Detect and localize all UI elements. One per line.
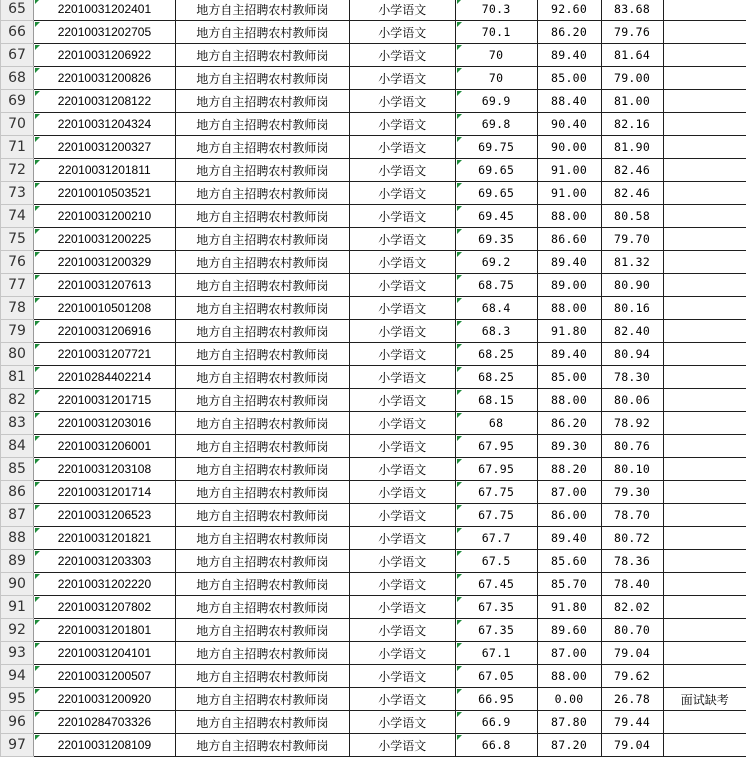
subject-cell[interactable]: 小学语文 <box>349 90 455 113</box>
written-score-cell[interactable]: 68 <box>455 412 537 435</box>
remark-cell[interactable] <box>663 228 746 251</box>
table-row <box>1 205 746 228</box>
remark-cell[interactable]: 面试缺考 <box>663 688 746 711</box>
exam-id-cell[interactable]: 22010031206916 <box>33 320 175 343</box>
table-row <box>1 159 746 182</box>
total-score-cell[interactable]: 81.90 <box>601 136 663 159</box>
table-row <box>1 113 746 136</box>
subject-cell[interactable]: 小学语文 <box>349 320 455 343</box>
table-row <box>1 228 746 251</box>
total-score-cell[interactable]: 26.78 <box>601 688 663 711</box>
remark-cell[interactable] <box>663 44 746 67</box>
table-row <box>1 21 746 44</box>
row-header[interactable]: 91 <box>1 596 34 619</box>
remark-cell[interactable] <box>663 504 746 527</box>
remark-cell[interactable] <box>663 527 746 550</box>
table-row <box>1 527 746 550</box>
written-score-cell[interactable]: 67.1 <box>455 642 537 665</box>
interview-score-cell[interactable]: 89.30 <box>537 435 601 458</box>
total-score-cell[interactable]: 80.10 <box>601 458 663 481</box>
position-cell[interactable]: 地方自主招聘农村教师岗 <box>175 619 349 642</box>
subject-cell[interactable]: 小学语文 <box>349 504 455 527</box>
total-score-cell[interactable]: 79.00 <box>601 67 663 90</box>
interview-score-cell[interactable]: 91.80 <box>537 596 601 619</box>
remark-cell[interactable] <box>663 113 746 136</box>
table-row <box>1 320 746 343</box>
position-cell[interactable]: 地方自主招聘农村教师岗 <box>175 665 349 688</box>
exam-id-cell[interactable]: 22010031206922 <box>33 44 175 67</box>
remark-cell[interactable] <box>663 619 746 642</box>
position-cell[interactable]: 地方自主招聘农村教师岗 <box>175 711 349 734</box>
position-cell[interactable]: 地方自主招聘农村教师岗 <box>175 435 349 458</box>
written-score-cell[interactable]: 68.25 <box>455 366 537 389</box>
remark-cell[interactable] <box>663 481 746 504</box>
subject-cell[interactable]: 小学语文 <box>349 435 455 458</box>
total-score-cell[interactable]: 80.94 <box>601 343 663 366</box>
total-score-cell[interactable]: 79.44 <box>601 711 663 734</box>
remark-cell[interactable] <box>663 0 746 21</box>
table-row <box>1 734 746 757</box>
subject-cell[interactable]: 小学语文 <box>349 389 455 412</box>
interview-score-cell[interactable]: 89.00 <box>537 274 601 297</box>
table-row <box>1 573 746 596</box>
written-score-cell[interactable]: 68.3 <box>455 320 537 343</box>
interview-score-cell[interactable]: 88.00 <box>537 205 601 228</box>
exam-id-cell[interactable]: 22010031204324 <box>33 113 175 136</box>
written-score-cell[interactable]: 69.2 <box>455 251 537 274</box>
remark-cell[interactable] <box>663 205 746 228</box>
row-header[interactable]: 97 <box>1 734 34 757</box>
position-cell[interactable]: 地方自主招聘农村教师岗 <box>175 67 349 90</box>
written-score-cell[interactable]: 67.75 <box>455 504 537 527</box>
exam-id-cell[interactable]: 22010031200507 <box>33 665 175 688</box>
row-header[interactable]: 85 <box>1 458 34 481</box>
subject-cell[interactable]: 小学语文 <box>349 596 455 619</box>
table-body <box>1 0 746 757</box>
position-cell[interactable]: 地方自主招聘农村教师岗 <box>175 343 349 366</box>
interview-score-cell[interactable]: 85.00 <box>537 67 601 90</box>
table-row <box>1 688 746 711</box>
subject-cell[interactable]: 小学语文 <box>349 297 455 320</box>
total-score-cell[interactable]: 83.68 <box>601 0 663 21</box>
subject-cell[interactable]: 小学语文 <box>349 21 455 44</box>
exam-id-cell[interactable]: 22010031201714 <box>33 481 175 504</box>
table-row <box>1 90 746 113</box>
written-score-cell[interactable]: 68.75 <box>455 274 537 297</box>
written-score-cell[interactable]: 67.75 <box>455 481 537 504</box>
written-score-cell[interactable]: 68.4 <box>455 297 537 320</box>
subject-cell[interactable]: 小学语文 <box>349 573 455 596</box>
table-row <box>1 504 746 527</box>
subject-cell[interactable]: 小学语文 <box>349 550 455 573</box>
position-cell[interactable]: 地方自主招聘农村教师岗 <box>175 573 349 596</box>
remark-cell[interactable] <box>663 136 746 159</box>
total-score-cell[interactable]: 80.06 <box>601 389 663 412</box>
written-score-cell[interactable]: 69.65 <box>455 182 537 205</box>
exam-id-cell[interactable]: 22010031208109 <box>33 734 175 757</box>
total-score-cell[interactable]: 80.76 <box>601 435 663 458</box>
interview-score-cell[interactable]: 91.00 <box>537 182 601 205</box>
exam-id-cell[interactable]: 22010031201801 <box>33 619 175 642</box>
written-score-cell[interactable]: 69.65 <box>455 159 537 182</box>
exam-id-cell[interactable]: 22010031207613 <box>33 274 175 297</box>
subject-cell[interactable]: 小学语文 <box>349 228 455 251</box>
subject-cell[interactable]: 小学语文 <box>349 366 455 389</box>
table-row <box>1 642 746 665</box>
subject-cell[interactable]: 小学语文 <box>349 159 455 182</box>
table-row <box>1 389 746 412</box>
interview-score-cell[interactable]: 86.20 <box>537 21 601 44</box>
total-score-cell[interactable]: 82.02 <box>601 596 663 619</box>
written-score-cell[interactable]: 69.75 <box>455 136 537 159</box>
exam-id-cell[interactable]: 22010010501208 <box>33 297 175 320</box>
position-cell[interactable]: 地方自主招聘农村教师岗 <box>175 412 349 435</box>
interview-score-cell[interactable]: 91.80 <box>537 320 601 343</box>
written-score-cell[interactable]: 67.95 <box>455 458 537 481</box>
position-cell[interactable]: 地方自主招聘农村教师岗 <box>175 481 349 504</box>
interview-score-cell[interactable]: 86.20 <box>537 412 601 435</box>
written-score-cell[interactable]: 66.95 <box>455 688 537 711</box>
position-cell[interactable]: 地方自主招聘农村教师岗 <box>175 504 349 527</box>
subject-cell[interactable]: 小学语文 <box>349 44 455 67</box>
total-score-cell[interactable]: 80.90 <box>601 274 663 297</box>
written-score-cell[interactable]: 70.1 <box>455 21 537 44</box>
subject-cell[interactable]: 小学语文 <box>349 458 455 481</box>
row-header[interactable]: 69 <box>1 90 34 113</box>
table-row <box>1 297 746 320</box>
interview-score-cell[interactable]: 87.80 <box>537 711 601 734</box>
subject-cell[interactable]: 小学语文 <box>349 481 455 504</box>
remark-cell[interactable] <box>663 458 746 481</box>
row-header[interactable]: 86 <box>1 481 34 504</box>
total-score-cell[interactable]: 79.04 <box>601 642 663 665</box>
remark-cell[interactable] <box>663 67 746 90</box>
interview-score-cell[interactable]: 90.00 <box>537 136 601 159</box>
table-row <box>1 182 746 205</box>
written-score-cell[interactable]: 67.5 <box>455 550 537 573</box>
table-row <box>1 274 746 297</box>
row-header[interactable]: 77 <box>1 274 34 297</box>
written-score-cell[interactable]: 70 <box>455 67 537 90</box>
row-header[interactable]: 83 <box>1 412 34 435</box>
subject-cell[interactable]: 小学语文 <box>349 527 455 550</box>
position-cell[interactable]: 地方自主招聘农村教师岗 <box>175 0 349 21</box>
interview-score-cell[interactable]: 85.00 <box>537 366 601 389</box>
row-header[interactable]: 87 <box>1 504 34 527</box>
remark-cell[interactable] <box>663 412 746 435</box>
written-score-cell[interactable]: 69.8 <box>455 113 537 136</box>
table-row <box>1 412 746 435</box>
subject-cell[interactable]: 小学语文 <box>349 734 455 757</box>
total-score-cell[interactable]: 78.30 <box>601 366 663 389</box>
table-row <box>1 711 746 734</box>
position-cell[interactable]: 地方自主招聘农村教师岗 <box>175 274 349 297</box>
table-row <box>1 458 746 481</box>
subject-cell[interactable]: 小学语文 <box>349 67 455 90</box>
table-row <box>1 44 746 67</box>
position-cell[interactable]: 地方自主招聘农村教师岗 <box>175 688 349 711</box>
table-row <box>1 67 746 90</box>
exam-id-cell[interactable]: 22010031201811 <box>33 159 175 182</box>
exam-id-cell[interactable]: 22010284402214 <box>33 366 175 389</box>
subject-cell[interactable]: 小学语文 <box>349 412 455 435</box>
subject-cell[interactable]: 小学语文 <box>349 136 455 159</box>
row-header[interactable]: 90 <box>1 573 34 596</box>
subject-cell[interactable]: 小学语文 <box>349 642 455 665</box>
subject-cell[interactable]: 小学语文 <box>349 688 455 711</box>
position-cell[interactable]: 地方自主招聘农村教师岗 <box>175 44 349 67</box>
interview-score-cell[interactable]: 88.00 <box>537 665 601 688</box>
subject-cell[interactable]: 小学语文 <box>349 274 455 297</box>
remark-cell[interactable] <box>663 274 746 297</box>
interview-score-cell[interactable]: 89.40 <box>537 343 601 366</box>
total-score-cell[interactable]: 80.58 <box>601 205 663 228</box>
exam-id-cell[interactable]: 22010031203108 <box>33 458 175 481</box>
remark-cell[interactable] <box>663 734 746 757</box>
interview-score-cell[interactable]: 87.00 <box>537 642 601 665</box>
position-cell[interactable]: 地方自主招聘农村教师岗 <box>175 113 349 136</box>
written-score-cell[interactable]: 70 <box>455 44 537 67</box>
interview-score-cell[interactable]: 88.20 <box>537 458 601 481</box>
remark-cell[interactable] <box>663 642 746 665</box>
written-score-cell[interactable]: 70.3 <box>455 0 537 21</box>
subject-cell[interactable]: 小学语文 <box>349 0 455 21</box>
written-score-cell[interactable]: 67.95 <box>455 435 537 458</box>
written-score-cell[interactable]: 69.35 <box>455 228 537 251</box>
total-score-cell[interactable]: 78.70 <box>601 504 663 527</box>
interview-score-cell[interactable]: 86.60 <box>537 228 601 251</box>
row-header[interactable]: 75 <box>1 228 34 251</box>
written-score-cell[interactable]: 68.15 <box>455 389 537 412</box>
subject-cell[interactable]: 小学语文 <box>349 205 455 228</box>
position-cell[interactable]: 地方自主招聘农村教师岗 <box>175 389 349 412</box>
remark-cell[interactable] <box>663 665 746 688</box>
exam-id-cell[interactable]: 22010031207721 <box>33 343 175 366</box>
subject-cell[interactable]: 小学语文 <box>349 113 455 136</box>
subject-cell[interactable]: 小学语文 <box>349 619 455 642</box>
total-score-cell[interactable]: 79.76 <box>601 21 663 44</box>
exam-id-cell[interactable]: 22010031206523 <box>33 504 175 527</box>
row-header[interactable]: 65 <box>1 0 34 21</box>
row-header[interactable]: 81 <box>1 366 34 389</box>
exam-id-cell[interactable]: 22010031202705 <box>33 21 175 44</box>
exam-id-cell[interactable]: 22010031200329 <box>33 251 175 274</box>
interview-score-cell[interactable]: 91.00 <box>537 159 601 182</box>
row-header[interactable]: 79 <box>1 320 34 343</box>
interview-score-cell[interactable]: 88.00 <box>537 389 601 412</box>
total-score-cell[interactable]: 79.62 <box>601 665 663 688</box>
exam-id-cell[interactable]: 22010031203016 <box>33 412 175 435</box>
position-cell[interactable]: 地方自主招聘农村教师岗 <box>175 182 349 205</box>
row-header[interactable]: 80 <box>1 343 34 366</box>
table-row <box>1 481 746 504</box>
remark-cell[interactable] <box>663 550 746 573</box>
total-score-cell[interactable]: 80.72 <box>601 527 663 550</box>
exam-id-cell[interactable]: 22010031206001 <box>33 435 175 458</box>
written-score-cell[interactable]: 67.45 <box>455 573 537 596</box>
exam-id-cell[interactable]: 22010031200826 <box>33 67 175 90</box>
written-score-cell[interactable]: 67.35 <box>455 619 537 642</box>
row-header[interactable]: 67 <box>1 44 34 67</box>
interview-score-cell[interactable]: 0.00 <box>537 688 601 711</box>
subject-cell[interactable]: 小学语文 <box>349 182 455 205</box>
position-cell[interactable]: 地方自主招聘农村教师岗 <box>175 596 349 619</box>
written-score-cell[interactable]: 69.45 <box>455 205 537 228</box>
table-row <box>1 343 746 366</box>
remark-cell[interactable] <box>663 711 746 734</box>
row-header[interactable]: 73 <box>1 182 34 205</box>
exam-id-cell[interactable]: 22010031204101 <box>33 642 175 665</box>
interview-score-cell[interactable]: 85.70 <box>537 573 601 596</box>
position-cell[interactable]: 地方自主招聘农村教师岗 <box>175 136 349 159</box>
position-cell[interactable]: 地方自主招聘农村教师岗 <box>175 159 349 182</box>
row-header[interactable]: 94 <box>1 665 34 688</box>
remark-cell[interactable] <box>663 297 746 320</box>
row-header[interactable]: 93 <box>1 642 34 665</box>
remark-cell[interactable] <box>663 343 746 366</box>
exam-id-cell[interactable]: 22010010503521 <box>33 182 175 205</box>
position-cell[interactable]: 地方自主招聘农村教师岗 <box>175 366 349 389</box>
row-header[interactable]: 71 <box>1 136 34 159</box>
interview-score-cell[interactable]: 89.60 <box>537 619 601 642</box>
row-header[interactable]: 95 <box>1 688 34 711</box>
table-row <box>1 665 746 688</box>
table-row <box>1 550 746 573</box>
exam-id-cell[interactable]: 22010031203303 <box>33 550 175 573</box>
position-cell[interactable]: 地方自主招聘农村教师岗 <box>175 527 349 550</box>
remark-cell[interactable] <box>663 21 746 44</box>
total-score-cell[interactable]: 78.92 <box>601 412 663 435</box>
interview-score-cell[interactable]: 87.20 <box>537 734 601 757</box>
remark-cell[interactable] <box>663 251 746 274</box>
total-score-cell[interactable]: 80.70 <box>601 619 663 642</box>
row-header[interactable]: 84 <box>1 435 34 458</box>
table-row <box>1 596 746 619</box>
remark-cell[interactable] <box>663 389 746 412</box>
row-header[interactable]: 66 <box>1 21 34 44</box>
table-row <box>1 136 746 159</box>
interview-score-cell[interactable]: 86.00 <box>537 504 601 527</box>
interview-score-cell[interactable]: 89.40 <box>537 251 601 274</box>
remark-cell[interactable] <box>663 320 746 343</box>
position-cell[interactable]: 地方自主招聘农村教师岗 <box>175 297 349 320</box>
remark-cell[interactable] <box>663 182 746 205</box>
position-cell[interactable]: 地方自主招聘农村教师岗 <box>175 205 349 228</box>
interview-score-cell[interactable]: 88.00 <box>537 297 601 320</box>
total-score-cell[interactable]: 81.00 <box>601 90 663 113</box>
total-score-cell[interactable]: 82.40 <box>601 320 663 343</box>
total-score-cell[interactable]: 79.70 <box>601 228 663 251</box>
remark-cell[interactable] <box>663 159 746 182</box>
row-header[interactable]: 72 <box>1 159 34 182</box>
table-row <box>1 619 746 642</box>
table-row <box>1 435 746 458</box>
table-row <box>1 251 746 274</box>
row-header[interactable]: 89 <box>1 550 34 573</box>
row-header[interactable]: 78 <box>1 297 34 320</box>
row-header[interactable]: 92 <box>1 619 34 642</box>
row-header[interactable]: 88 <box>1 527 34 550</box>
total-score-cell[interactable]: 82.16 <box>601 113 663 136</box>
written-score-cell[interactable]: 69.9 <box>455 90 537 113</box>
remark-cell[interactable] <box>663 573 746 596</box>
position-cell[interactable]: 地方自主招聘农村教师岗 <box>175 251 349 274</box>
row-header[interactable]: 82 <box>1 389 34 412</box>
written-score-cell[interactable]: 67.05 <box>455 665 537 688</box>
interview-score-cell[interactable]: 92.60 <box>537 0 601 21</box>
position-cell[interactable]: 地方自主招聘农村教师岗 <box>175 550 349 573</box>
position-cell[interactable]: 地方自主招聘农村教师岗 <box>175 90 349 113</box>
position-cell[interactable]: 地方自主招聘农村教师岗 <box>175 228 349 251</box>
remark-cell[interactable] <box>663 366 746 389</box>
position-cell[interactable]: 地方自主招聘农村教师岗 <box>175 320 349 343</box>
exam-id-cell[interactable]: 22010031200920 <box>33 688 175 711</box>
position-cell[interactable]: 地方自主招聘农村教师岗 <box>175 642 349 665</box>
exam-id-cell[interactable]: 22010031200225 <box>33 228 175 251</box>
remark-cell[interactable] <box>663 90 746 113</box>
exam-id-cell[interactable]: 22010031200327 <box>33 136 175 159</box>
position-cell[interactable]: 地方自主招聘农村教师岗 <box>175 21 349 44</box>
subject-cell[interactable]: 小学语文 <box>349 665 455 688</box>
subject-cell[interactable]: 小学语文 <box>349 343 455 366</box>
exam-id-cell[interactable]: 22010031202220 <box>33 573 175 596</box>
position-cell[interactable]: 地方自主招聘农村教师岗 <box>175 734 349 757</box>
interview-score-cell[interactable]: 89.40 <box>537 527 601 550</box>
total-score-cell[interactable]: 81.32 <box>601 251 663 274</box>
total-score-cell[interactable]: 79.30 <box>601 481 663 504</box>
table-row <box>1 366 746 389</box>
exam-id-cell[interactable]: 22010031200210 <box>33 205 175 228</box>
interview-score-cell[interactable]: 88.40 <box>537 90 601 113</box>
total-score-cell[interactable]: 79.04 <box>601 734 663 757</box>
total-score-cell[interactable]: 82.46 <box>601 159 663 182</box>
interview-score-cell[interactable]: 89.40 <box>537 44 601 67</box>
total-score-cell[interactable]: 81.64 <box>601 44 663 67</box>
interview-score-cell[interactable]: 87.00 <box>537 481 601 504</box>
table-row <box>1 0 746 21</box>
row-header[interactable]: 68 <box>1 67 34 90</box>
total-score-cell[interactable]: 80.16 <box>601 297 663 320</box>
exam-id-cell[interactable]: 22010031202401 <box>33 0 175 21</box>
exam-id-cell[interactable]: 22010031207802 <box>33 596 175 619</box>
written-score-cell[interactable]: 68.25 <box>455 343 537 366</box>
interview-score-cell[interactable]: 90.40 <box>537 113 601 136</box>
row-header[interactable]: 70 <box>1 113 34 136</box>
interview-score-cell[interactable]: 85.60 <box>537 550 601 573</box>
written-score-cell[interactable]: 67.35 <box>455 596 537 619</box>
written-score-cell[interactable]: 66.9 <box>455 711 537 734</box>
written-score-cell[interactable]: 67.7 <box>455 527 537 550</box>
row-header[interactable]: 74 <box>1 205 34 228</box>
total-score-cell[interactable]: 78.36 <box>601 550 663 573</box>
row-header[interactable]: 76 <box>1 251 34 274</box>
exam-id-cell[interactable]: 22010031201821 <box>33 527 175 550</box>
row-header[interactable]: 96 <box>1 711 34 734</box>
written-score-cell[interactable]: 66.8 <box>455 734 537 757</box>
subject-cell[interactable]: 小学语文 <box>349 711 455 734</box>
remark-cell[interactable] <box>663 435 746 458</box>
exam-id-cell[interactable]: 22010031208122 <box>33 90 175 113</box>
total-score-cell[interactable]: 82.46 <box>601 182 663 205</box>
subject-cell[interactable]: 小学语文 <box>349 251 455 274</box>
exam-id-cell[interactable]: 22010031201715 <box>33 389 175 412</box>
total-score-cell[interactable]: 78.40 <box>601 573 663 596</box>
remark-cell[interactable] <box>663 596 746 619</box>
exam-id-cell[interactable]: 22010284703326 <box>33 711 175 734</box>
position-cell[interactable]: 地方自主招聘农村教师岗 <box>175 458 349 481</box>
